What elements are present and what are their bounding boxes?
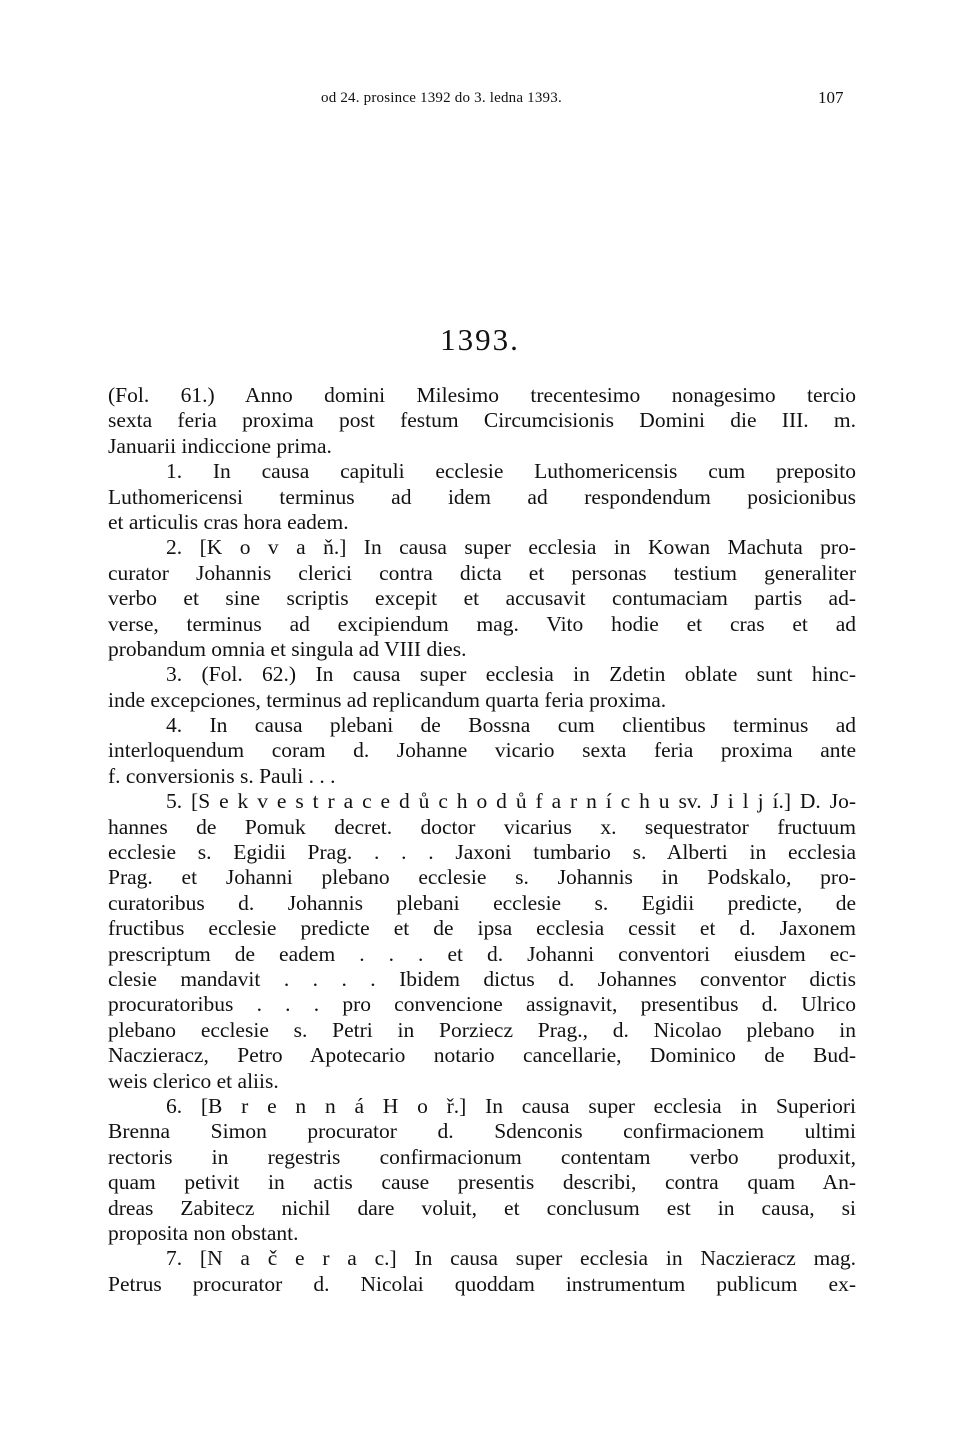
text-line: 4. In causa plebani de Bossna cum clientibus terminus ad (166, 713, 856, 738)
text-line: 6. [B r e n n á H o ř.] In causa super ecclesia in Superiori (166, 1093, 856, 1118)
text-line: f. conversionis s. Pauli . . . (108, 763, 336, 788)
year-heading: 1393. (440, 322, 520, 357)
text-line: Januarii indiccione prima. (108, 433, 332, 458)
text-line: (Fol. 61.) Anno domini Milesimo trecentesimo nonagesimo tercio (108, 383, 856, 407)
text-line: verbo et sine scriptis excepit et accusavit contumaciam partis ad- (108, 586, 856, 611)
body-text (108, 383, 856, 1297)
text-line: curatoribus d. Johannis plebani ecclesie s. Egidii predicte, de (108, 890, 856, 915)
text-line: sexta feria proxima post festum Circumcisionis Domini die III. m. (108, 408, 856, 433)
text-line: Prag. et Johanni plebano ecclesie s. Johannis in Podskalo, pro- (108, 865, 856, 890)
text-line: proposita non obstant. (108, 1220, 299, 1245)
text-line: clesie mandavit . . . . Ibidem dictus d. Johannes conventor dictis (108, 966, 856, 991)
text-line: curator Johannis clerici contra dicta et personas testium generaliter (108, 560, 856, 585)
running-head: od 24. prosince 1392 do 3. ledna 1393. (321, 90, 562, 106)
text-line: Naczieracz, Petro Apotecario notario cancellarie, Dominico de Bud- (108, 1043, 856, 1068)
text-line: plebano ecclesie s. Petri in Porziecz Prag., d. Nicolao plebano in (108, 1017, 856, 1042)
text-line: weis clerico et aliis. (108, 1068, 279, 1093)
text-line: 5. [S e k v e s t r a c e d ů c h o d ů f a r n í c h u sv. J i l j í.] D. Jo- (166, 789, 856, 814)
text-line: verse, terminus ad excipiendum mag. Vito hodie et cras et ad (108, 611, 856, 636)
text-line: fructibus ecclesie predicte et de ipsa ecclesia cessit et d. Jaxonem (108, 916, 856, 941)
text-line: 2. [K o v a ň.] In causa super ecclesia in Kowan Machuta pro- (166, 535, 856, 560)
text-line: prescriptum de eadem . . . et d. Johanni conventori eiusdem ec- (108, 941, 856, 966)
text-line: rectoris in regestris confirmacionum contentam verbo produxit, (108, 1144, 856, 1169)
text-line: quam petivit in actis cause presentis describi, contra quam An- (108, 1170, 856, 1195)
text-line: dreas Zabitecz nichil dare voluit, et conclusum est in causa, si (108, 1195, 856, 1220)
text-line: Brenna Simon procurator d. Sdenconis confirmacionem ultimi (108, 1119, 856, 1144)
text-line: ecclesie s. Egidii Prag. . . . Jaxoni tumbario s. Alberti in ecclesia (108, 840, 856, 865)
text-line: et articulis cras hora eadem. (108, 509, 349, 534)
text-line: interloquendum coram d. Johanne vicario sexta feria proxima ante (108, 738, 856, 763)
text-line: Petrus procurator d. Nicolai quoddam instrumentum publicum ex- (108, 1271, 856, 1296)
text-line: inde excepciones, terminus ad replicandum quarta feria proxima. (108, 687, 667, 712)
text-line: 3. (Fol. 62.) In causa super ecclesia in Zdetin oblate sunt hinc- (166, 662, 856, 687)
page-number: 107 (818, 88, 844, 107)
text-line: procuratoribus . . . pro convencione assignavit, presentibus d. Ulrico (108, 992, 856, 1017)
text-line: 7. [N a č e r a c.] In causa super ecclesia in Naczieracz mag. (166, 1246, 856, 1271)
text-line: Luthomericensi terminus ad idem ad respondendum posicionibus (108, 484, 856, 509)
text-line: probandum omnia et singula ad VIII dies. (108, 636, 467, 661)
text-line: hannes de Pomuk decret. doctor vicarius x. sequestrator fructuum (108, 814, 856, 839)
text-line: 1. In causa capituli ecclesie Luthomericensis cum preposito (166, 459, 856, 484)
